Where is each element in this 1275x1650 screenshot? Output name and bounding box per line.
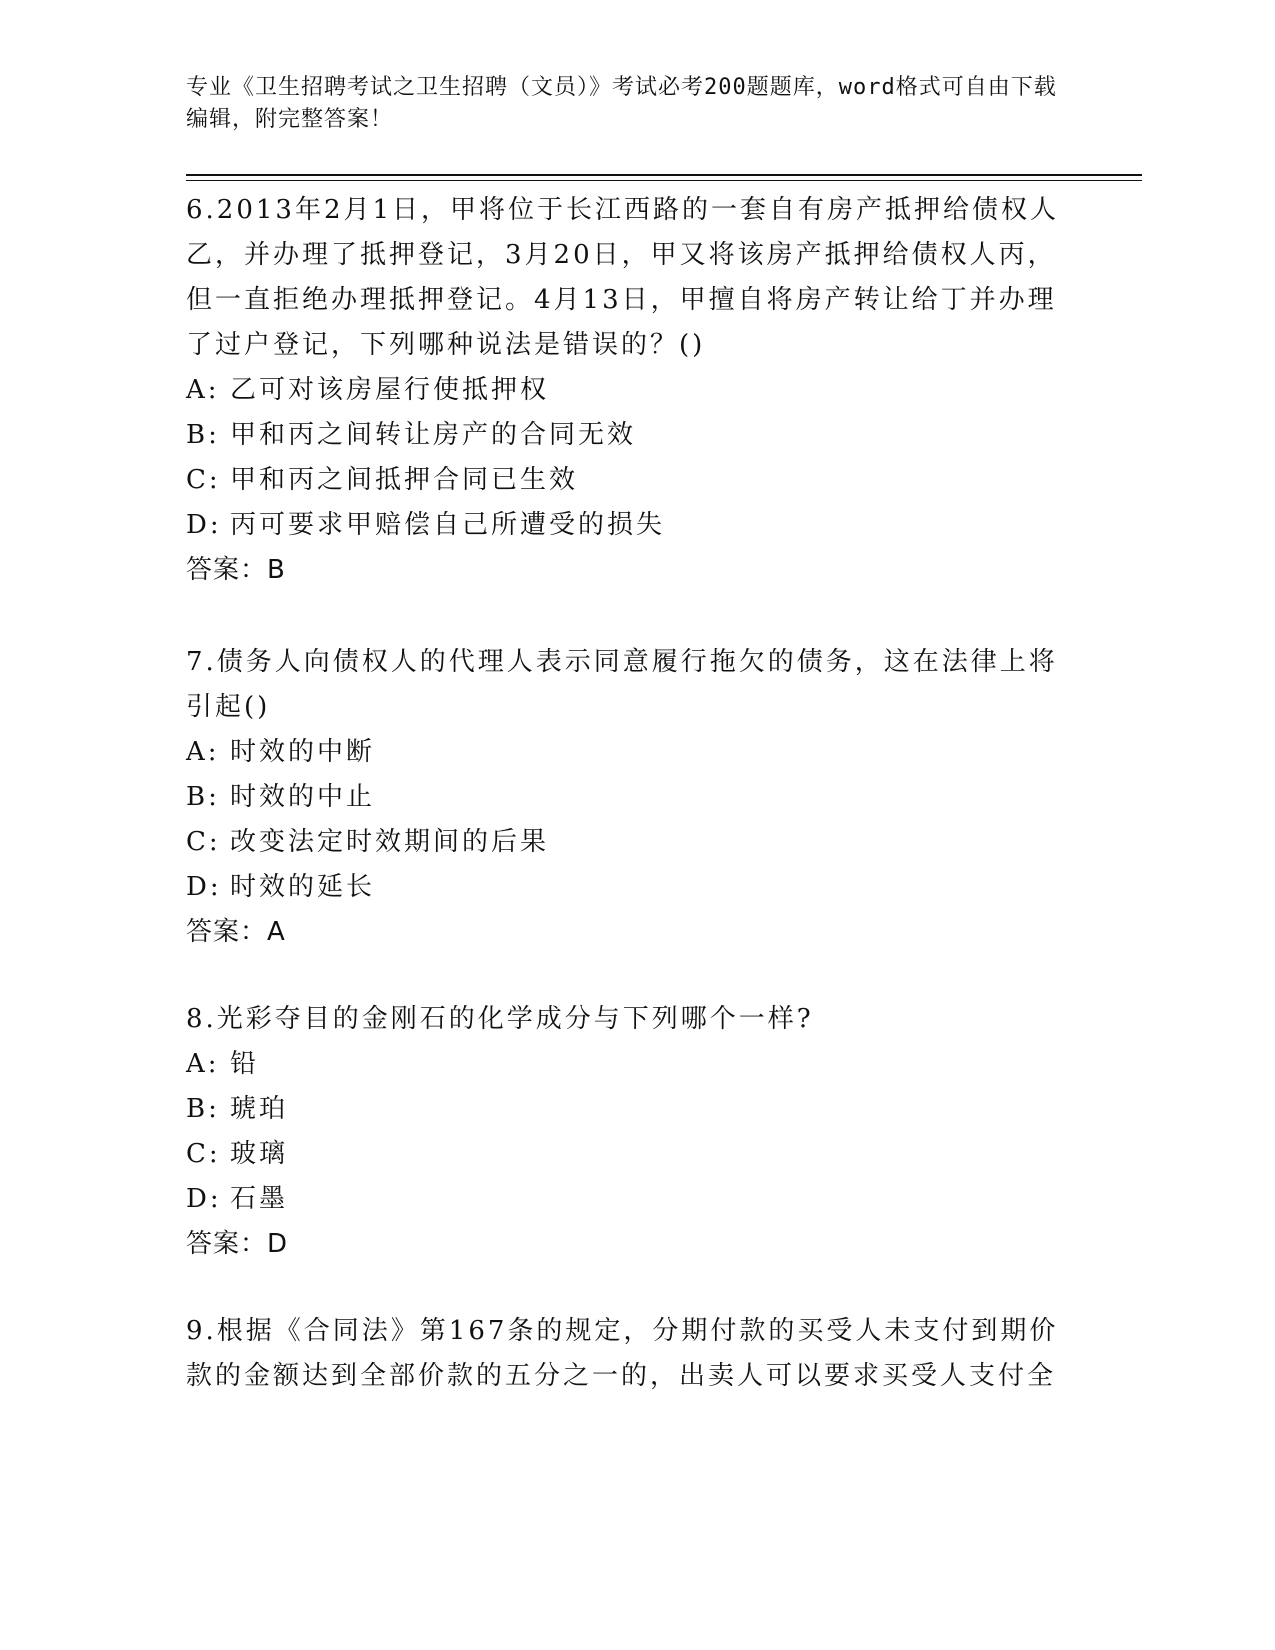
question-6 bbox=[186, 188, 1066, 593]
option-letter: B: bbox=[186, 420, 220, 450]
option-text: 玻璃 bbox=[230, 1139, 289, 1169]
option-letter: D: bbox=[186, 872, 222, 902]
option-text: 改变法定时效期间的后果 bbox=[230, 827, 550, 857]
answer-line: 答案：B bbox=[186, 555, 286, 585]
document-header bbox=[186, 72, 1066, 136]
option-letter: C: bbox=[186, 827, 221, 857]
option-d bbox=[186, 1177, 1066, 1222]
option-letter: D: bbox=[186, 510, 222, 540]
option-letter: C: bbox=[186, 465, 221, 495]
question-stem: 7.债务人向债权人的代理人表示同意履行拖欠的债务，这在法律上将引起() bbox=[186, 647, 1058, 722]
question-9 bbox=[186, 1309, 1066, 1399]
option-d bbox=[186, 503, 1066, 548]
option-text: 琥珀 bbox=[230, 1094, 289, 1124]
question-stem: 9.根据《合同法》第167条的规定，分期付款的买受人未支付到期价款的金额达到全部价款的五分之一的，出卖人可以要求买受人支付全 bbox=[186, 1316, 1059, 1391]
option-text: 铅 bbox=[230, 1049, 260, 1079]
option-b bbox=[186, 413, 1066, 458]
option-a bbox=[186, 368, 1066, 413]
option-letter: A: bbox=[186, 1049, 220, 1079]
option-text: 甲和丙之间抵押合同已生效 bbox=[230, 465, 579, 495]
question-7 bbox=[186, 640, 1066, 955]
header-divider-thick bbox=[186, 174, 1142, 176]
header-divider-thin bbox=[186, 180, 1142, 181]
option-letter: A: bbox=[186, 737, 220, 767]
option-b bbox=[186, 775, 1066, 820]
option-letter: D: bbox=[186, 1184, 222, 1214]
option-text: 时效的中断 bbox=[230, 737, 376, 767]
option-text: 甲和丙之间转让房产的合同无效 bbox=[230, 420, 637, 450]
question-stem: 6.2013年2月1日，甲将位于长江西路的一套自有房产抵押给债权人乙，并办理了抵押登记，3月20日，甲又将该房产抵押给债权人丙，但一直拒绝办理抵押登记。4月13日，甲擅自将房产转让给丁并办理了过户登记，下列哪种说法是错误的？() bbox=[186, 195, 1060, 360]
option-text: 乙可对该房屋行使抵押权 bbox=[230, 375, 550, 405]
option-d bbox=[186, 865, 1066, 910]
option-a bbox=[186, 730, 1066, 775]
option-c bbox=[186, 820, 1066, 865]
option-letter: A: bbox=[186, 375, 220, 405]
answer-line: 答案：D bbox=[186, 1229, 289, 1259]
option-letter: B: bbox=[186, 1094, 220, 1124]
option-a bbox=[186, 1042, 1066, 1087]
option-text: 时效的中止 bbox=[230, 782, 376, 812]
question-stem: 8.光彩夺目的金刚石的化学成分与下列哪个一样? bbox=[186, 1004, 814, 1034]
option-c bbox=[186, 458, 1066, 503]
option-text: 石墨 bbox=[230, 1184, 289, 1214]
answer-line: 答案：A bbox=[186, 917, 286, 947]
option-letter: C: bbox=[186, 1139, 221, 1169]
option-text: 时效的延长 bbox=[230, 872, 376, 902]
question-8 bbox=[186, 997, 1066, 1267]
option-text: 丙可要求甲赔偿自己所遭受的损失 bbox=[230, 510, 666, 540]
header-text: 专业《卫生招聘考试之卫生招聘（文员）》考试必考200题题库，word格式可自由下载编辑，附完整答案！ bbox=[186, 75, 1057, 132]
option-b bbox=[186, 1087, 1066, 1132]
option-c bbox=[186, 1132, 1066, 1177]
option-letter: B: bbox=[186, 782, 220, 812]
